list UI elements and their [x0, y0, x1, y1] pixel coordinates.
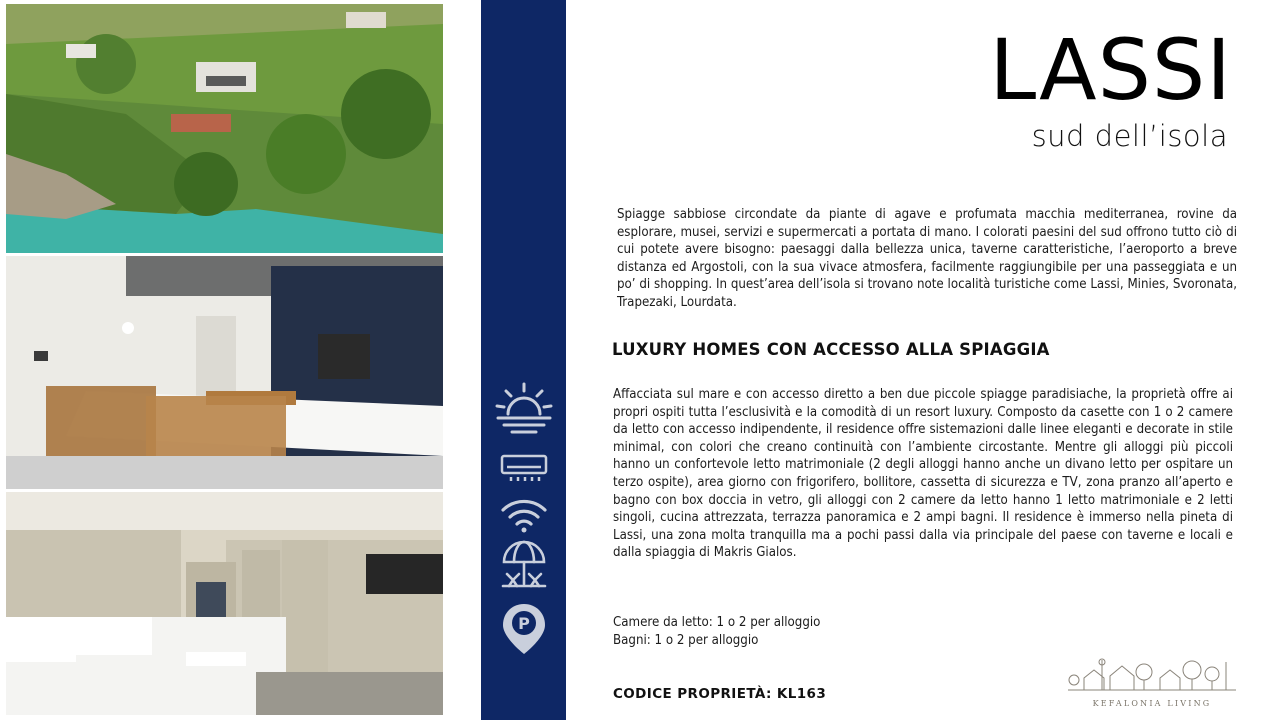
sunset-icon — [481, 380, 566, 436]
property-facts — [613, 614, 820, 650]
air-conditioner-icon — [481, 453, 566, 483]
bedrooms-fact: Camere da letto: 1 o 2 per alloggio — [613, 615, 821, 630]
intro-paragraph: Spiagge sabbiose circondate da piante di agave e profumata macchia mediterranea, rovine da esplorare, musei, servizi e supermercati a portata di mano. I colorati paesini del sud offrono tutto ciò di cui potete avere bisogno: paesaggi dalla bellezza unica, taverne caratteristiche, l’aeroporto a breve distanza ed Argostoli, con la sua vivace atmosfera, facilmente raggiungibile per una passeggiata e un po’ di shopping. In quest’area dell’isola si trovano note località turistiche come Lassi, Minies, Svoronata, Trapezaki, Lourdata. — [617, 207, 1237, 310]
kefalonia-living-logo — [1064, 656, 1240, 708]
bathrooms-fact: Bagni: 1 o 2 per alloggio — [613, 633, 759, 648]
beach-umbrella-icon — [481, 540, 566, 590]
bedroom-photo — [6, 492, 443, 715]
property-code: CODICE PROPRIETÀ: KL163 — [613, 686, 827, 702]
aerial-coast-photo — [6, 4, 443, 253]
navy-sidebar-band — [481, 0, 566, 720]
kitchen-photo — [6, 256, 443, 489]
svg-text:P: P — [517, 614, 530, 633]
description-paragraph: Affacciata sul mare e con accesso diretto a ben due piccole spiagge paradisiache, la proprietà offre ai propri ospiti tutta l’esclusività e la comodità di un resort luxury. Composto da casette con 1 o 2 camere da letto con accesso indipendente, il residence offre sistemazioni dalle linee eleganti e decorate in stile minimal, con colori che creano continuità con l’ambiente circostante. Mentre gli alloggi più piccoli hanno un confortevole letto matrimoniale (2 degli alloggi hanno anche un divano letto per ospitare un terzo ospite), area giorno con frigorifero, bollitore, cassetta di sicurezza e TV, zona pranzo all’aperto e bagno con box doccia in vetro, gli alloggi con 2 camere da letto hanno 1 letto matrimoniale e 2 letti singoli, cucina attrezzata, terrazza panoramica e 2 ampi bagni. Il residence è immerso nella pineta di Lassi, una zona molta tranquilla ma a pochi passi dalla via principale del paese con taverne e locali e dalla spiaggia di Makris Gialos. — [613, 387, 1233, 561]
page-title: LASSI — [989, 21, 1232, 119]
wifi-icon — [481, 498, 566, 534]
logo-text: KEFALONIA LIVING — [1092, 699, 1212, 708]
page-subtitle: sud dell’isola — [1031, 119, 1228, 153]
parking-pin-icon — [481, 602, 566, 656]
section-heading: LUXURY HOMES CON ACCESSO ALLA SPIAGGIA — [612, 340, 1050, 359]
